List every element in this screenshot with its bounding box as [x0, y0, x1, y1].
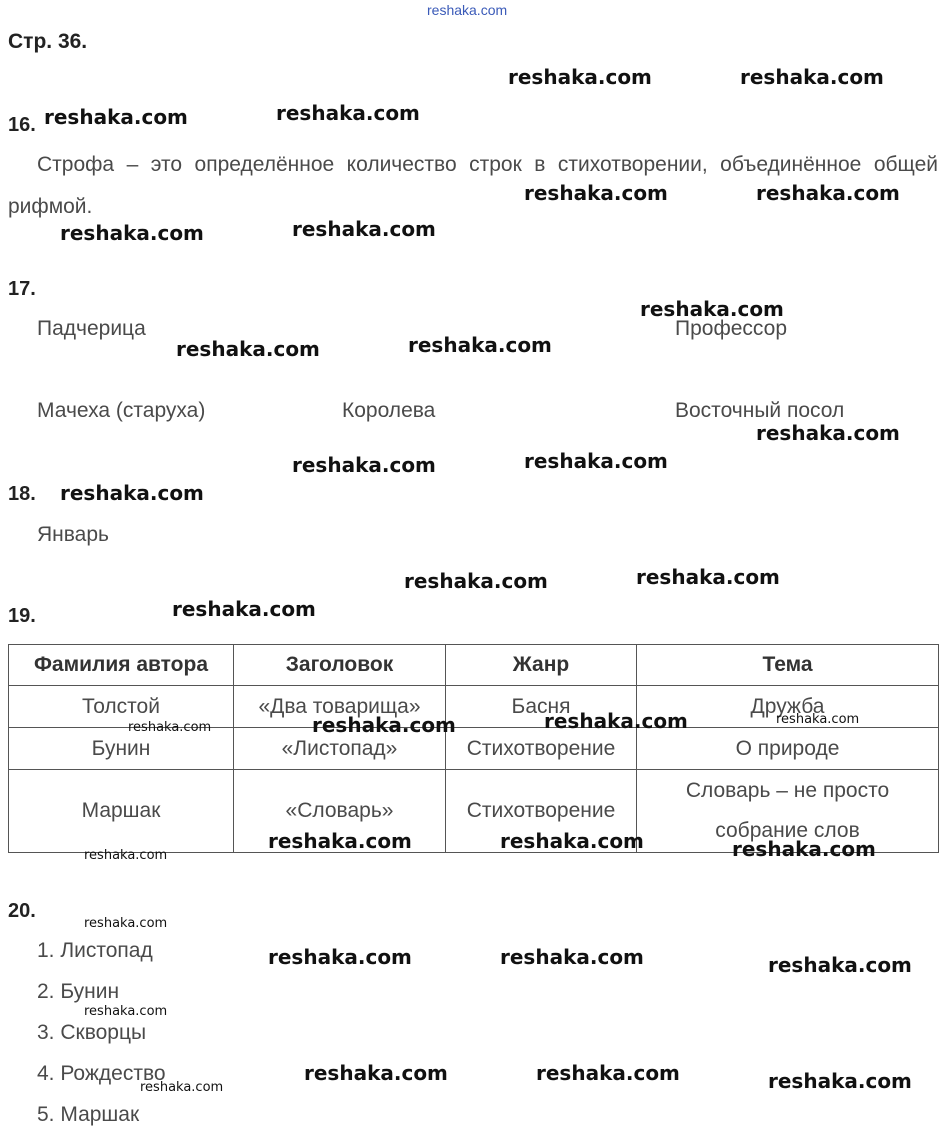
- table-cell: Стихотворение: [446, 770, 637, 853]
- question-19-number: 19.: [8, 605, 36, 627]
- list-item: 4. Рождество: [37, 1062, 166, 1085]
- watermark: reshaka.com: [292, 217, 436, 241]
- table-cell: Толстой: [9, 686, 234, 728]
- column-header-genre: Жанр: [446, 645, 637, 686]
- table-header-row: [9, 645, 939, 686]
- watermark: reshaka.com: [768, 1069, 912, 1093]
- authors-table: [8, 644, 939, 853]
- watermark: reshaka.com: [732, 837, 876, 861]
- watermark: reshaka.com: [500, 829, 644, 853]
- watermark: reshaka.com: [524, 181, 668, 205]
- column-header-title: Заголовок: [234, 645, 446, 686]
- character-queen: Королева: [342, 399, 436, 422]
- watermark: reshaka.com: [44, 105, 188, 129]
- list-item: 5. Маршак: [37, 1103, 140, 1126]
- table-cell: Стихотворение: [446, 728, 637, 770]
- character-stepmother: Мачеха (старуха): [37, 399, 206, 422]
- table-cell: Маршак: [9, 770, 234, 853]
- watermark: reshaka.com: [640, 297, 784, 321]
- watermark: reshaka.com: [404, 569, 548, 593]
- watermark: reshaka.com: [524, 449, 668, 473]
- watermark: reshaka.com: [508, 65, 652, 89]
- watermark: reshaka.com: [500, 945, 644, 969]
- watermark: reshaka.com: [536, 1061, 680, 1085]
- question-16-answer: Строфа – это определённое количество строк в стихотворении, объединённое общей рифмой.: [8, 153, 938, 218]
- table-cell: О природе: [637, 728, 939, 770]
- table-cell: Дружба: [637, 686, 939, 728]
- watermark: reshaka.com: [268, 829, 412, 853]
- column-header-author: Фамилия автора: [9, 645, 234, 686]
- watermark: reshaka.com: [776, 712, 860, 727]
- table-cell: «Словарь»: [234, 770, 446, 853]
- watermark: reshaka.com: [756, 181, 900, 205]
- watermark: reshaka.com: [408, 333, 552, 357]
- character-eastern-ambassador: Восточный посол: [675, 399, 845, 422]
- watermark: reshaka.com: [304, 1061, 448, 1085]
- watermark: reshaka.com: [60, 481, 204, 505]
- table-cell: «Листопад»: [234, 728, 446, 770]
- watermark: reshaka.com: [268, 945, 412, 969]
- watermark: reshaka.com: [84, 848, 168, 863]
- table-cell: Словарь – не просто собрание слов: [637, 770, 939, 853]
- question-20-number: 20.: [8, 900, 36, 922]
- page-number: Стр. 36.: [8, 30, 88, 53]
- table-cell: Бунин: [9, 728, 234, 770]
- watermark: reshaka.com: [128, 720, 212, 735]
- question-18-answer: Январь: [37, 523, 109, 546]
- column-header-theme: Тема: [637, 645, 939, 686]
- watermark: reshaka.com: [312, 713, 456, 737]
- watermark: reshaka.com: [60, 221, 204, 245]
- list-item: 1. Листопад: [37, 939, 153, 962]
- watermark: reshaka.com: [84, 916, 168, 931]
- table-cell: Басня: [446, 686, 637, 728]
- watermark: reshaka.com: [544, 709, 688, 733]
- list-item: 3. Скворцы: [37, 1021, 147, 1044]
- question-16-number: 16.: [8, 114, 36, 136]
- watermark: reshaka.com: [636, 565, 780, 589]
- watermark: reshaka.com: [140, 1080, 224, 1095]
- watermark: reshaka.com: [740, 65, 884, 89]
- character-stepdaughter: Падчерица: [37, 317, 146, 340]
- watermark: reshaka.com: [768, 953, 912, 977]
- watermark: reshaka.com: [176, 337, 320, 361]
- watermark: reshaka.com: [276, 101, 420, 125]
- site-watermark-top: reshaka.com: [427, 2, 508, 18]
- question-17-number: 17.: [8, 278, 36, 300]
- list-item: 2. Бунин: [37, 980, 120, 1003]
- watermark: reshaka.com: [292, 453, 436, 477]
- watermark: reshaka.com: [172, 597, 316, 621]
- table-cell: «Два товарища»: [234, 686, 446, 728]
- watermark: reshaka.com: [84, 1004, 168, 1019]
- watermark: reshaka.com: [756, 421, 900, 445]
- character-professor: Профессор: [675, 317, 788, 340]
- question-18-number: 18.: [8, 483, 36, 505]
